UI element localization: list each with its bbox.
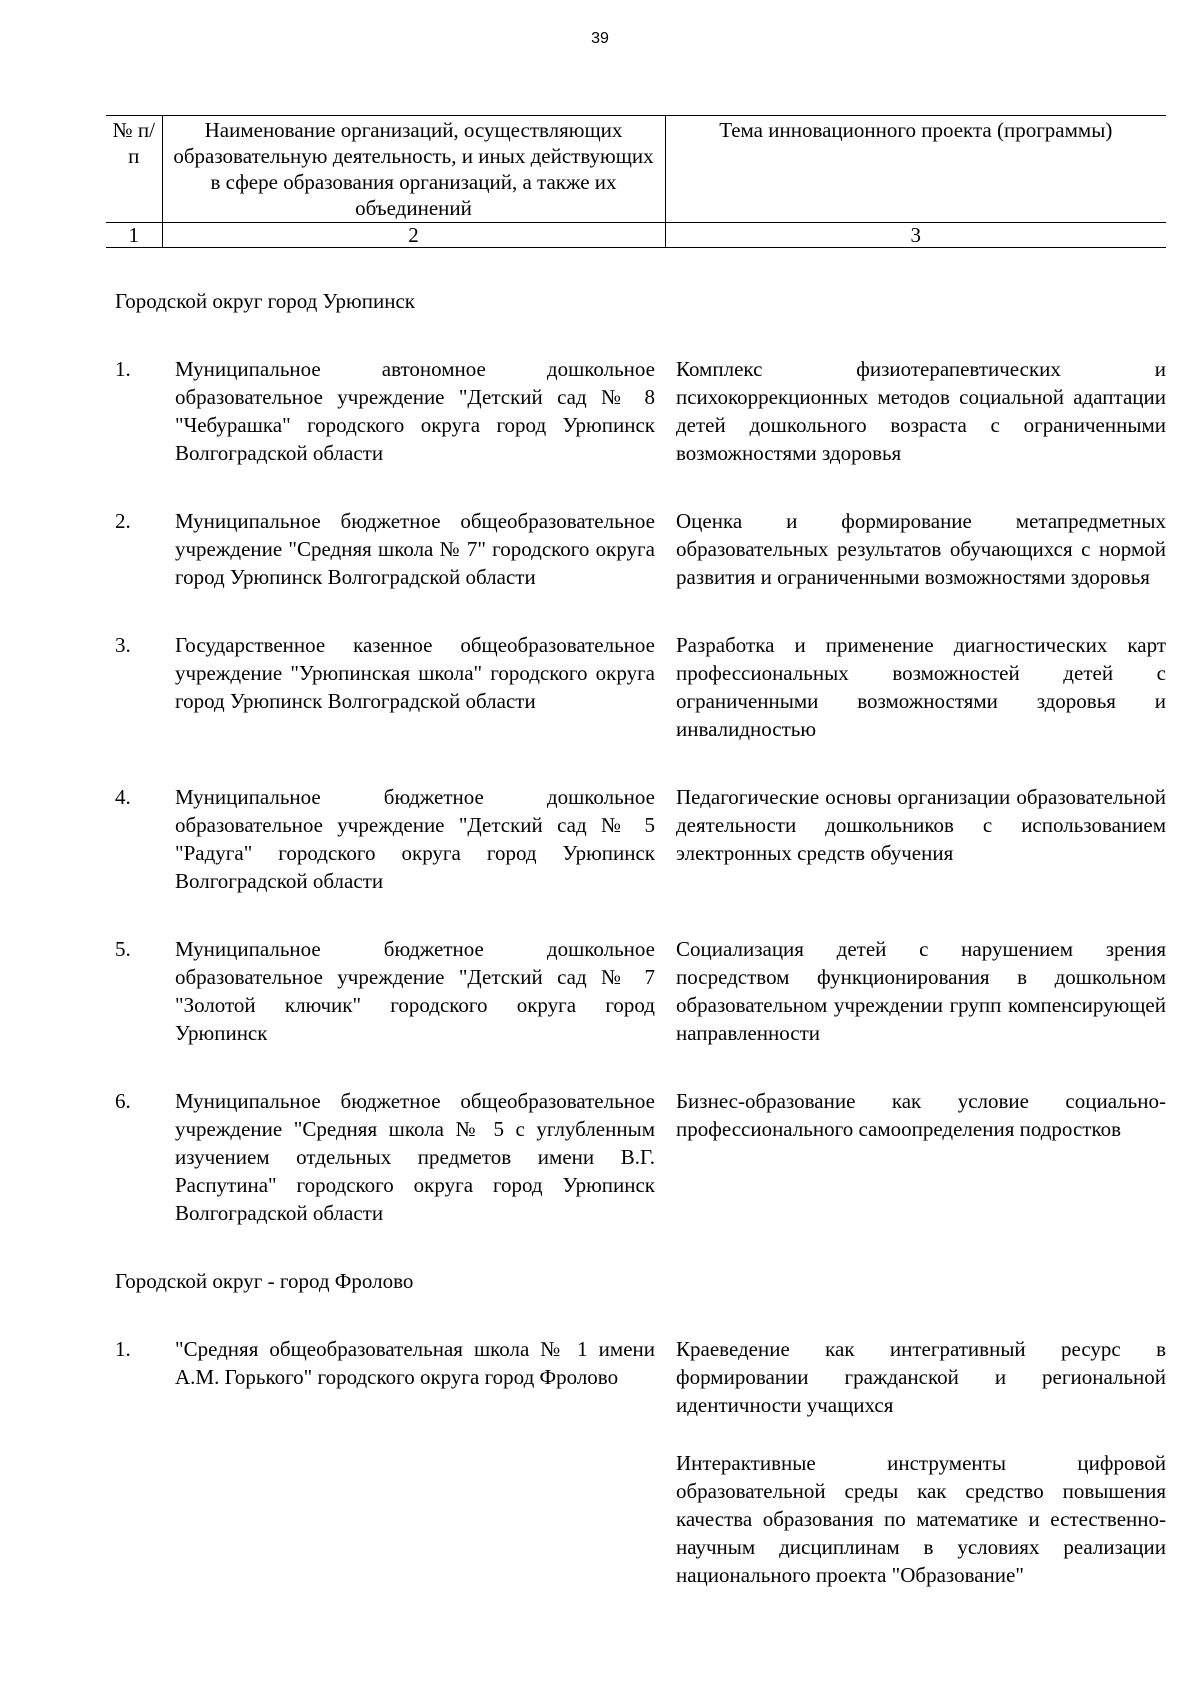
table-row (115, 1449, 1166, 1589)
row-number: 4. (115, 785, 131, 809)
organization-name: Муниципальное автономное дошкольное образовательное учреждение "Детский сад № 8 "Чебурашка" городского округа город Урюпинск Волгоградской области (175, 357, 655, 465)
section-title: Городской округ - город Фролово (115, 1269, 414, 1293)
column-header-organization: Наименование организаций, осуществляющих образовательную деятельность, и иных действующих в сфере образования организаций, а также их объединений (162, 116, 665, 223)
row-number: 2. (115, 509, 131, 533)
project-topic: Комплекс физиотерапевтических и психокоррекционных методов социальной адаптации детей дошкольного возраста с ограниченными возможностями здоровья (676, 357, 1166, 465)
project-topic: Оценка и формирование метапредметных образовательных результатов обучающихся с нормой развития и ограниченными возможностями здоровья (676, 509, 1166, 589)
column-number-1: 1 (106, 223, 162, 248)
organization-name: Муниципальное бюджетное общеобразовательное учреждение "Средняя школа № 5 с углубленным изучением отдельных предметов имени В.Г. Распутина" городского округа город Урюпинск Волгоградской области (175, 1089, 655, 1225)
table-row (115, 631, 1166, 743)
organization-name: Муниципальное бюджетное дошкольное образовательное учреждение "Детский сад № 5 "Радуга" городского округа город Урюпинск Волгоградской области (175, 785, 655, 893)
table-row (115, 355, 1166, 467)
organization-name: Муниципальное бюджетное общеобразовательное учреждение "Средняя школа № 7" городского округа город Урюпинск Волгоградской области (175, 509, 655, 589)
column-header-number: № п/п (106, 116, 162, 223)
table-row (115, 1335, 1166, 1419)
organization-name: "Средняя общеобразовательная школа № 1 имени А.М. Горького" городского округа город Фролово (175, 1337, 655, 1389)
row-number: 5. (115, 937, 131, 961)
project-topic: Краеведение как интегративный ресурс в формировании гражданской и региональной идентичности учащихся (676, 1337, 1166, 1417)
row-number: 1. (115, 357, 131, 381)
column-number-2: 2 (162, 223, 665, 248)
row-number: 6. (115, 1089, 131, 1113)
table-row (115, 783, 1166, 895)
header-table (106, 115, 1166, 248)
project-topic: Бизнес-образование как условие социально-профессионального самоопределения подростков (676, 1089, 1166, 1141)
project-topic: Разработка и применение диагностических карт профессиональных возможностей детей с ограниченными возможностями здоровья и инвалидностью (676, 633, 1166, 741)
table-row (115, 935, 1166, 1047)
organization-name: Муниципальное бюджетное дошкольное образовательное учреждение "Детский сад № 7 "Золотой ключик" городского округа город Урюпинск (175, 937, 655, 1045)
document-body (115, 287, 1166, 1589)
project-topic: Социализация детей с нарушением зрения посредством функционирования в дошкольном образовательном учреждении групп компенсирующей направленности (676, 937, 1166, 1045)
project-topic: Интерактивные инструменты цифровой образовательной среды как средство повышения качества образования по математике и естественно-научным дисциплинам в условиях реализации национального проекта "Образование" (676, 1451, 1166, 1587)
table-row (115, 507, 1166, 591)
table-row (115, 1087, 1166, 1227)
row-number: 3. (115, 633, 131, 657)
page-number: 39 (591, 30, 609, 47)
column-number-3: 3 (665, 223, 1166, 248)
project-topic: Педагогические основы организации образовательной деятельности дошкольников с использованием электронных средств обучения (676, 785, 1166, 865)
organization-name: Государственное казенное общеобразовательное учреждение "Урюпинская школа" городского округа город Урюпинск Волгоградской области (175, 633, 655, 713)
column-header-topic: Тема инновационного проекта (программы) (665, 116, 1166, 223)
section-title: Городской округ город Урюпинск (115, 289, 415, 313)
row-number: 1. (115, 1337, 131, 1361)
